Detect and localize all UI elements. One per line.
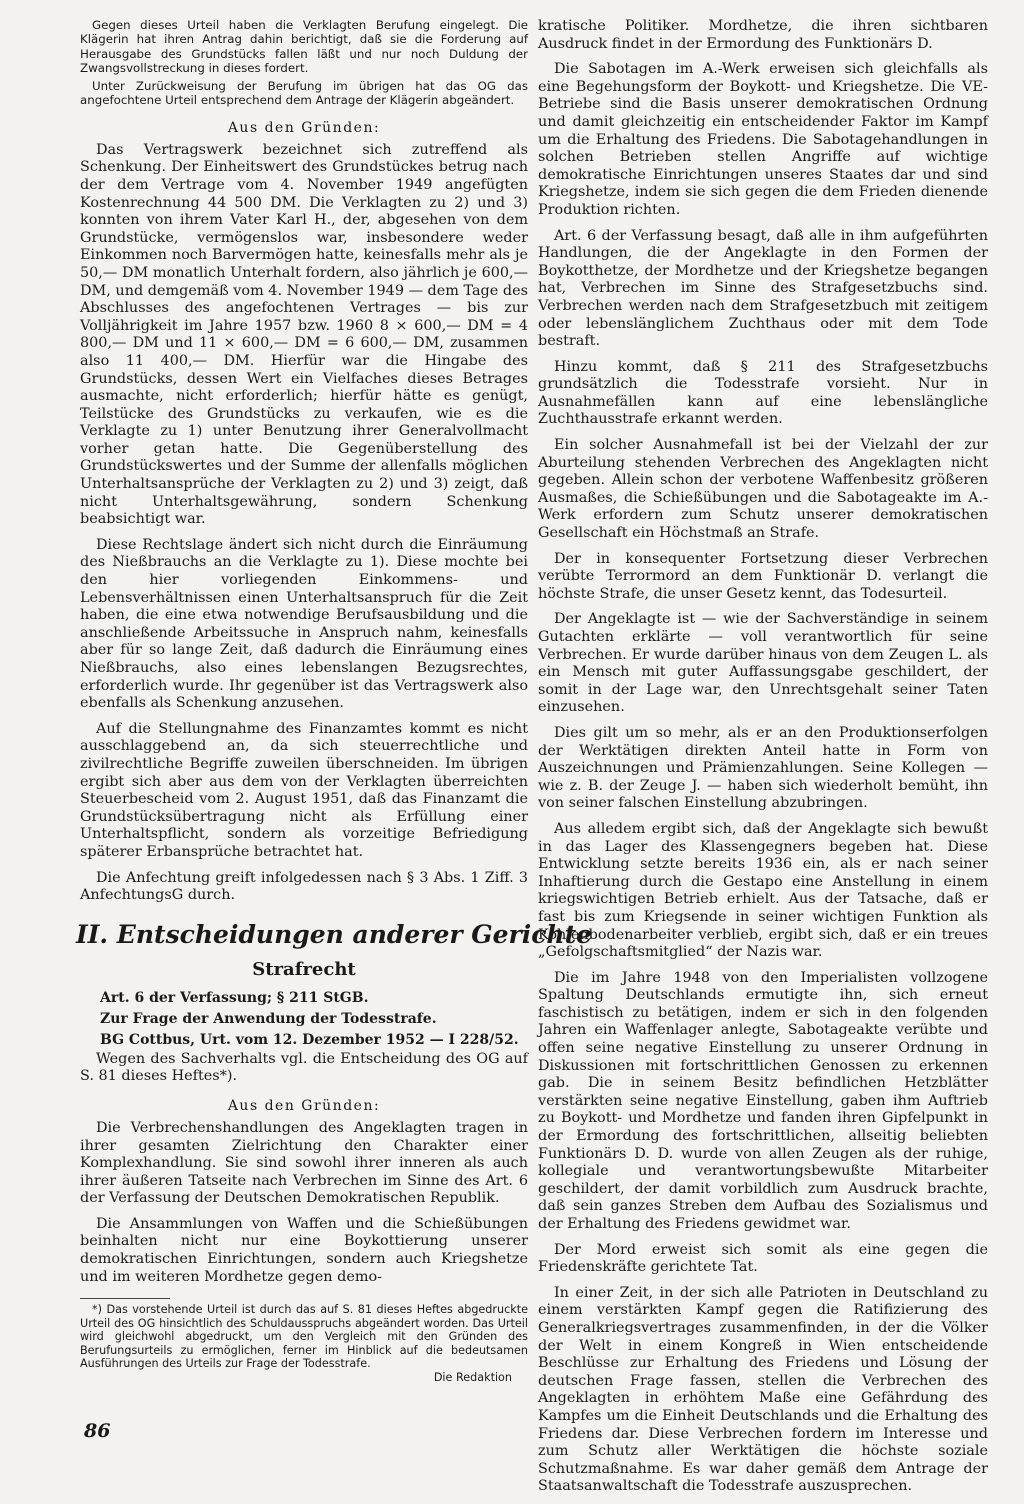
body-paragraph: Dies gilt um so mehr, als er an den Produktionserfolgen der Werktätigen direkten Anteil hatte in Form von Auszeichnungen und Prämienzahlungen. Seine Kollegen — wie z. B. der Zeuge J. — haben sich wiederholt bemüht, ihn von seiner falschen Einstellung abzubringen.: [538, 724, 988, 812]
intro-paragraph: Unter Zurückweisung der Berufung im übrigen hat das OG das angefochtene Urteil entsprechend dem Antrage der Klägerin abgeändert.: [80, 79, 528, 108]
body-paragraph: Das Vertragswerk bezeichnet sich zutreffend als Schenkung. Der Einheitswert des Grundstückes betrug nach der dem Vertrage vom 4. November 1949 angefügten Kostenrechnung 44 500 DM. Die Verklagten zu 2) und 3) konnten von ihrem Vater Karl H., der, abgesehen von dem Grundstücke, vermögenslos war, insbesondere weder Einkommen noch Barvermögen hatte, keinesfalls mehr als je 50,— DM monatlich Unterhalt fordern, also jährlich je 600,— DM, und demgemäß vom 4. November 1949 — dem Tage des Abschlusses des angefochtenen Vertrages — bis zur Volljährigkeit im Jahre 1957 bzw. 1960 8 × 600,— DM = 4 800,— DM und 11 × 600,— DM = 6 600,— DM, zusammen also 11 400,— DM. Hierfür war die Hingabe des Grundstücks, dessen Wert ein Vielfaches dieses Betrages ausmachte, nicht erforderlich; hierfür hätte es genügt, Teilstücke des Grundstücks zu verkaufen, wie es die Verklagte zu 1) unter Benutzung ihrer Generalvollmacht vorher getan hatte. Die Gegenüberstellung des Grundstückswertes und der Summe der allenfalls möglichen Unterhaltsansprüche der Verklagten zu 2) und 3) zeigt, daß nicht Unterhaltsgewährung, sondern Schenkung beabsichtigt war.: [80, 141, 528, 528]
footnote-divider: [80, 1298, 170, 1299]
case-paragraph: Die Verbrechenshandlungen des Angeklagten tragen in ihrer gesamten Zielrichtung den Charakter einer Komplexhandlung. Sie sind sowohl ihrer inneren als auch ihrer äußeren Tatseite nach Verbrechen im Sinne des Art. 6 der Verfassung der Deutschen Demokratischen Republik.: [80, 1119, 528, 1207]
reasons-heading: Aus den Gründen:: [227, 1097, 381, 1114]
footnote-signature: Die Redaktion: [433, 1370, 512, 1384]
right-column: [538, 18, 988, 1504]
case-intro: Wegen des Sachverhalts vgl. die Entscheidung des OG auf S. 81 dieses Heftes*).: [80, 1050, 528, 1085]
body-paragraph: Art. 6 der Verfassung besagt, daß alle in ihm aufgeführten Handlungen, die der Angeklagte in den Formen der Boykotthetze, der Mordhetze und der Kriegshetze begangen hat, Verbrechen im Sinne des Strafgesetzbuchs sind. Verbrechen werden nach dem Strafgesetzbuch mit zeitigem oder lebenslänglichem Zuchthaus oder mit dem Tode bestraft.: [538, 227, 988, 350]
footnote: *) Das vorstehende Urteil ist durch das auf S. 81 dieses Heftes abgedruckte Urteil des OG hinsichtlich des Schuldausspruchs abgeändert worden. Das Urteil wird gleichwohl abgedruckt, um den Vergleich mit den Gründen des Berufungsurteils zu ermöglichen, ferner im Hinblick auf die bedeutsamen Ausführungen des Urteils zur Frage der Todesstrafe.: [80, 1303, 528, 1371]
body-paragraph: Diese Rechtslage ändert sich nicht durch die Einräumung des Nießbrauchs an die Verklagte zu 1). Diese mochte bei den hier vorliegenden Einkommens- und Lebensverhältnissen einen Unterhaltsanspruch für die Zeit haben, die eine etwa notwendige Berufsausbildung und die anschließende Arbeitssuche in Anspruch nahm, keinesfalls aber für so lange Zeit, daß dadurch die Einräumung eines Nießbrauchs, also eines lebenslangen Bezugsrechtes, erforderlich wurde. Ihr gegenüber ist das Vertragswerk also ebenfalls als Schenkung anzusehen.: [80, 536, 528, 712]
page-number: 86: [84, 1420, 111, 1442]
left-column: [76, 18, 593, 1384]
body-paragraph: Ein solcher Ausnahmefall ist bei der Vielzahl der zur Aburteilung stehenden Verbrechen des Angeklagten nicht gegeben. Allein schon der verbotene Waffenbesitz größeren Ausmaßes, die Schießübungen und die Sabotageakte im A.-Werk erfordern zum Schutz unserer demokratischen Gesellschaft ein Höchstmaß an Strafe.: [538, 437, 988, 542]
body-paragraph: Der Angeklagte ist — wie der Sachverständige in seinem Gutachten erklärte — voll verantwortlich für seine Verbrechen. Er wurde darüber hinaus von dem Zeugen L. als ein Mensch mit guter Auffassungsgabe geschildert, der somit in der Lage war, den Unrechtsgehalt seiner Taten einzusehen.: [538, 611, 988, 716]
law-heading: Art. 6 der Verfassung; § 211 StGB.: [100, 989, 369, 1006]
body-paragraph: kratische Politiker. Mordhetze, die ihren sichtbaren Ausdruck findet in der Ermordung des Funktionärs D.: [538, 18, 988, 52]
body-paragraph: Die Anfechtung greift infolgedessen nach § 3 Abs. 1 Ziff. 3 AnfechtungsG durch.: [80, 869, 528, 904]
body-paragraph: Die im Jahre 1948 von den Imperialisten vollzogene Spaltung Deutschlands ermutigte ihn, sich erneut faschistisch zu betätigen, indem er sich in den folgenden Jahren ein Waffenlager anlegte, Sabotageakte verübte und offen seine negative Einstellung zu unserer Ordnung in Diskussionen mit fortschrittlichen Genossen zu erkennen gab. Die in seinem Besitz befindlichen Hetzblätter verstärkten seine negative Einstellung, gaben ihm Auftrieb zu Boykott- und Mordhetze und fanden ihren Gipfelpunkt in der Ermordung des fortschrittlichen, allseitig beliebten Funktionärs D. D. wurde von allen Zeugen als der ruhige, kollegiale und verantwortungsbewußte Mitarbeiter geschildert, der damit vorbildlich zum Ausdruck brachte, daß sein ganzes Streben dem Aufbau des Sozialismus und der Erhaltung des Friedens gewidmet war.: [538, 969, 988, 1232]
reasons-heading: Aus den Gründen:: [227, 119, 381, 136]
body-paragraph: Der in konsequenter Fortsetzung dieser Verbrechen verübte Terrormord an dem Funktionär D. verlangt die höchste Strafe, die unser Gesetz kennt, das Todesurteil.: [538, 550, 988, 602]
law-heading: BG Cottbus, Urt. vom 12. Dezember 1952 — I 228/52.: [100, 1031, 519, 1048]
body-paragraph: Der Mord erweist sich somit als eine gegen die Friedenskräfte gerichtete Tat.: [538, 1241, 988, 1276]
body-paragraph: Hinzu kommt, daß § 211 des Strafgesetzbuchs grundsätzlich die Todesstrafe vorsieht. Nur in Ausnahmefällen kann auf eine lebenslängliche Zuchthausstrafe erkannt werden.: [538, 358, 988, 428]
section-title: II. Entscheidungen anderer Gerichte: [76, 919, 593, 949]
intro-paragraph: Gegen dieses Urteil haben die Verklagten Berufung eingelegt. Die Klägerin hat ihren Antrag dahin berichtigt, daß sie die Forderung auf Herausgabe des Grundstücks fallen läßt und nur noch Duldung der Zwangsvollstreckung in dieses fordert.: [80, 18, 528, 75]
case-paragraph: Die Ansammlungen von Waffen und die Schießübungen beinhalten nicht nur eine Boykottierung unserer demokratischen Einrichtungen, sondern auch Kriegshetze und im weiteren Mordhetze gegen demo-: [80, 1215, 528, 1285]
law-heading: Zur Frage der Anwendung der Todesstrafe.: [100, 1010, 437, 1027]
subsection-title: Strafrecht: [252, 958, 356, 980]
body-paragraph: In einer Zeit, in der sich alle Patrioten in Deutschland zu einem verstärkten Kampf gegen die Ratifizierung des Generalkriegsvertrages zusammenfinden, in der die Völker der Welt in einem Kongreß in Wien entscheidende Beschlüsse zur Erhaltung des Friedens und Lösung der deutschen Frage fassen, stellen die Verbrechen des Angeklagten in erhöhtem Maße eine Gefährdung des Kampfes um die Einheit Deutschlands und die Erhaltung des Friedens dar. Diese Verbrechen fordern im Interesse und zum Schutz aller Werktätigen die höchste soziale Schutzmaßnahme. Es war daher gemäß dem Antrage der Staatsanwaltschaft die Todesstrafe auszusprechen.: [538, 1284, 988, 1495]
body-paragraph: Aus alledem ergibt sich, daß der Angeklagte sich bewußt in das Lager des Klassengegners begeben hat. Diese Entwicklung setzte bereits 1936 ein, als er nach seiner Inhaftierung durch die Gestapo eine Anstellung in einem kriegswichtigen Betrieb erhielt. Aus der Tatsache, daß er fast bis zum Kriegsende in seiner wichtigen Funktion als Kohlenbodenarbeiter verblieb, ergibt sich, daß er ein treues „Gefolgschaftsmitglied“ der Nazis war.: [538, 820, 988, 961]
body-paragraph: Die Sabotagen im A.-Werk erweisen sich gleichfalls als eine Begehungsform der Boykott- und Kriegshetze. Die VE-Betriebe sind die Basis unserer demokratischen Ordnung und damit gleichzeitig ein entscheidender Faktor im Kampf um die Erhaltung des Friedens. Die Sabotagehandlungen in solchen Betrieben stellen Angriffe auf wichtige demokratische Einrichtungen unseres Staates dar und sind Kriegshetze, indem sie sich gegen die dem Frieden dienende Produktion richten.: [538, 61, 988, 218]
body-paragraph: Auf die Stellungnahme des Finanzamtes kommt es nicht ausschlaggebend an, da sich steuerrechtliche und zivilrechtliche Begriffe zuweilen überschneiden. Im übrigen ergibt sich aber aus dem von der Verklagten überreichten Steuerbescheid vom 2. August 1951, daß das Finanzamt die Grundstücksübertragung nicht als Erfüllung einer Unterhaltspflicht, sondern als vorzeitige Befriedigung späterer Erbansprüche betrachtet hat.: [80, 720, 528, 860]
